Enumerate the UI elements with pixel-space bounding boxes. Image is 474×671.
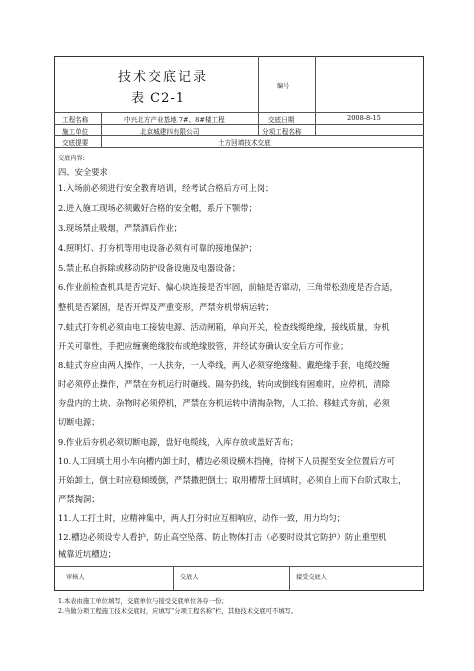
row-divider <box>54 135 424 136</box>
content-line: 11.人工打土时，应精神集中，两人打分时应互相响应，动作一致，用力均匀； <box>58 513 345 523</box>
content-line: 开关可靠性，手把应缠裹绝缘胶布或绝缘胶管，并经试夯确认安全后方可作业； <box>58 341 349 351</box>
signature-row-divider <box>54 566 424 567</box>
subproject-label: 分项工程名称 <box>262 128 302 136</box>
summary-value[interactable]: 土方回填技术交底 <box>218 139 271 147</box>
section-title: 四、安全要求 <box>58 167 108 177</box>
content-line: 夯盘内的土块、杂物时必须停机，严禁在夯机运转中清掏杂物，人工抬、移蛙式夯前，必须 <box>58 398 390 408</box>
reviewer-label: 审核人 <box>66 574 85 581</box>
form-title: 技术交底记录 <box>118 70 209 85</box>
row-divider <box>54 147 424 148</box>
col-divider <box>315 112 316 135</box>
construction-unit-label: 施工单位 <box>62 128 89 136</box>
signature-col-divider <box>289 566 290 591</box>
content-line: 10.人工回填土用小车向槽内卸土时，槽边必须设横木挡掩，待树下人员握至安全位置后方可 <box>58 456 395 466</box>
header-divider-2 <box>315 56 316 112</box>
content-line: 12.槽边必须设专人看护，防止高空坠落、防止物体打击（必要时设其它防护）防止重型机 <box>58 532 387 542</box>
content-heading: 交底内容: <box>58 155 85 162</box>
col-divider <box>101 112 102 147</box>
content-line: 械靠近坑槽边； <box>58 549 117 559</box>
content-line: 9.作业后夯机必须切断电源，盘好电缆线，入库存放或盖好苫布； <box>58 437 299 447</box>
footnote: 1.本表由施工单位填写，交底单位与接受交底单位各存一份； <box>58 598 228 605</box>
footnote: 2.当做分项工程施工技术交底时，应填写“分项工程名称”栏，其他技术交底可不填写。 <box>58 608 298 615</box>
discloser-label: 交底人 <box>180 574 199 581</box>
project-name-label: 工程名称 <box>62 116 89 124</box>
construction-unit-value[interactable]: 北京城建四有限公司 <box>140 128 200 136</box>
content-line: 7.蛙式打夯机必须由电工接装电源、活动闸箱，单向开关，检查线缆绝缘，接线质量，夯机 <box>58 322 390 332</box>
number-label: 编号 <box>277 83 290 90</box>
content-line: 1.入场前必须进行安全教育培训，经考试合格后方可上岗； <box>58 183 274 193</box>
content-line: 切断电源； <box>58 417 100 427</box>
row-divider <box>54 112 424 113</box>
col-divider <box>258 112 259 135</box>
receiver-label: 接受交底人 <box>296 574 327 581</box>
row-divider <box>54 124 424 125</box>
table-number: 表 C2-1 <box>131 91 186 106</box>
date-label: 交底日期 <box>268 116 295 124</box>
date-value[interactable]: 2008-8-15 <box>347 114 381 122</box>
content-line: 4.照明灯、打夯机等用电设备必须有可靠的接地保护； <box>58 243 257 253</box>
summary-label: 交底提要 <box>62 139 89 147</box>
content-line: 严禁掏洞； <box>58 494 100 504</box>
content-line: 5.禁止私自拆除或移动防护设备设施及电器设备； <box>58 263 241 273</box>
content-line: 整机是否紧固，是否开焊及严重变形，严禁夯机带病运转； <box>58 302 274 312</box>
content-line: 开始卸土，倒土时应稳倾缓倒，严禁撒把倒土；取用槽帮土回填时，必须自上而下台阶式取土， <box>58 475 407 485</box>
content-line: 8.蛙式夯应由两人操作，一人扶夯，一人牵线，两人必须穿绝缘鞋、戴绝缘手套，电缆绞缠 <box>58 360 390 370</box>
project-name-value[interactable]: 中兴北方产业基地 7#、8#楼工程 <box>124 116 225 124</box>
content-line: 3.现场禁止吸烟，严禁酒后作业； <box>58 223 183 233</box>
content-line: 时必须停止操作，严禁在夯机运行时砸线、隔夯扔线，转向或倒线有困难时，应停机，清除 <box>58 379 390 389</box>
content-line: 2.进入施工现场必须戴好合格的安全帽，系斤下颚带； <box>58 203 257 213</box>
content-line: 6.作业前检查机具是否完好、偏心块连接是否牢固，前轴是否窜动，三角带松劲度是否合适， <box>58 282 398 292</box>
signature-col-divider <box>173 566 174 591</box>
header-divider <box>258 56 259 112</box>
